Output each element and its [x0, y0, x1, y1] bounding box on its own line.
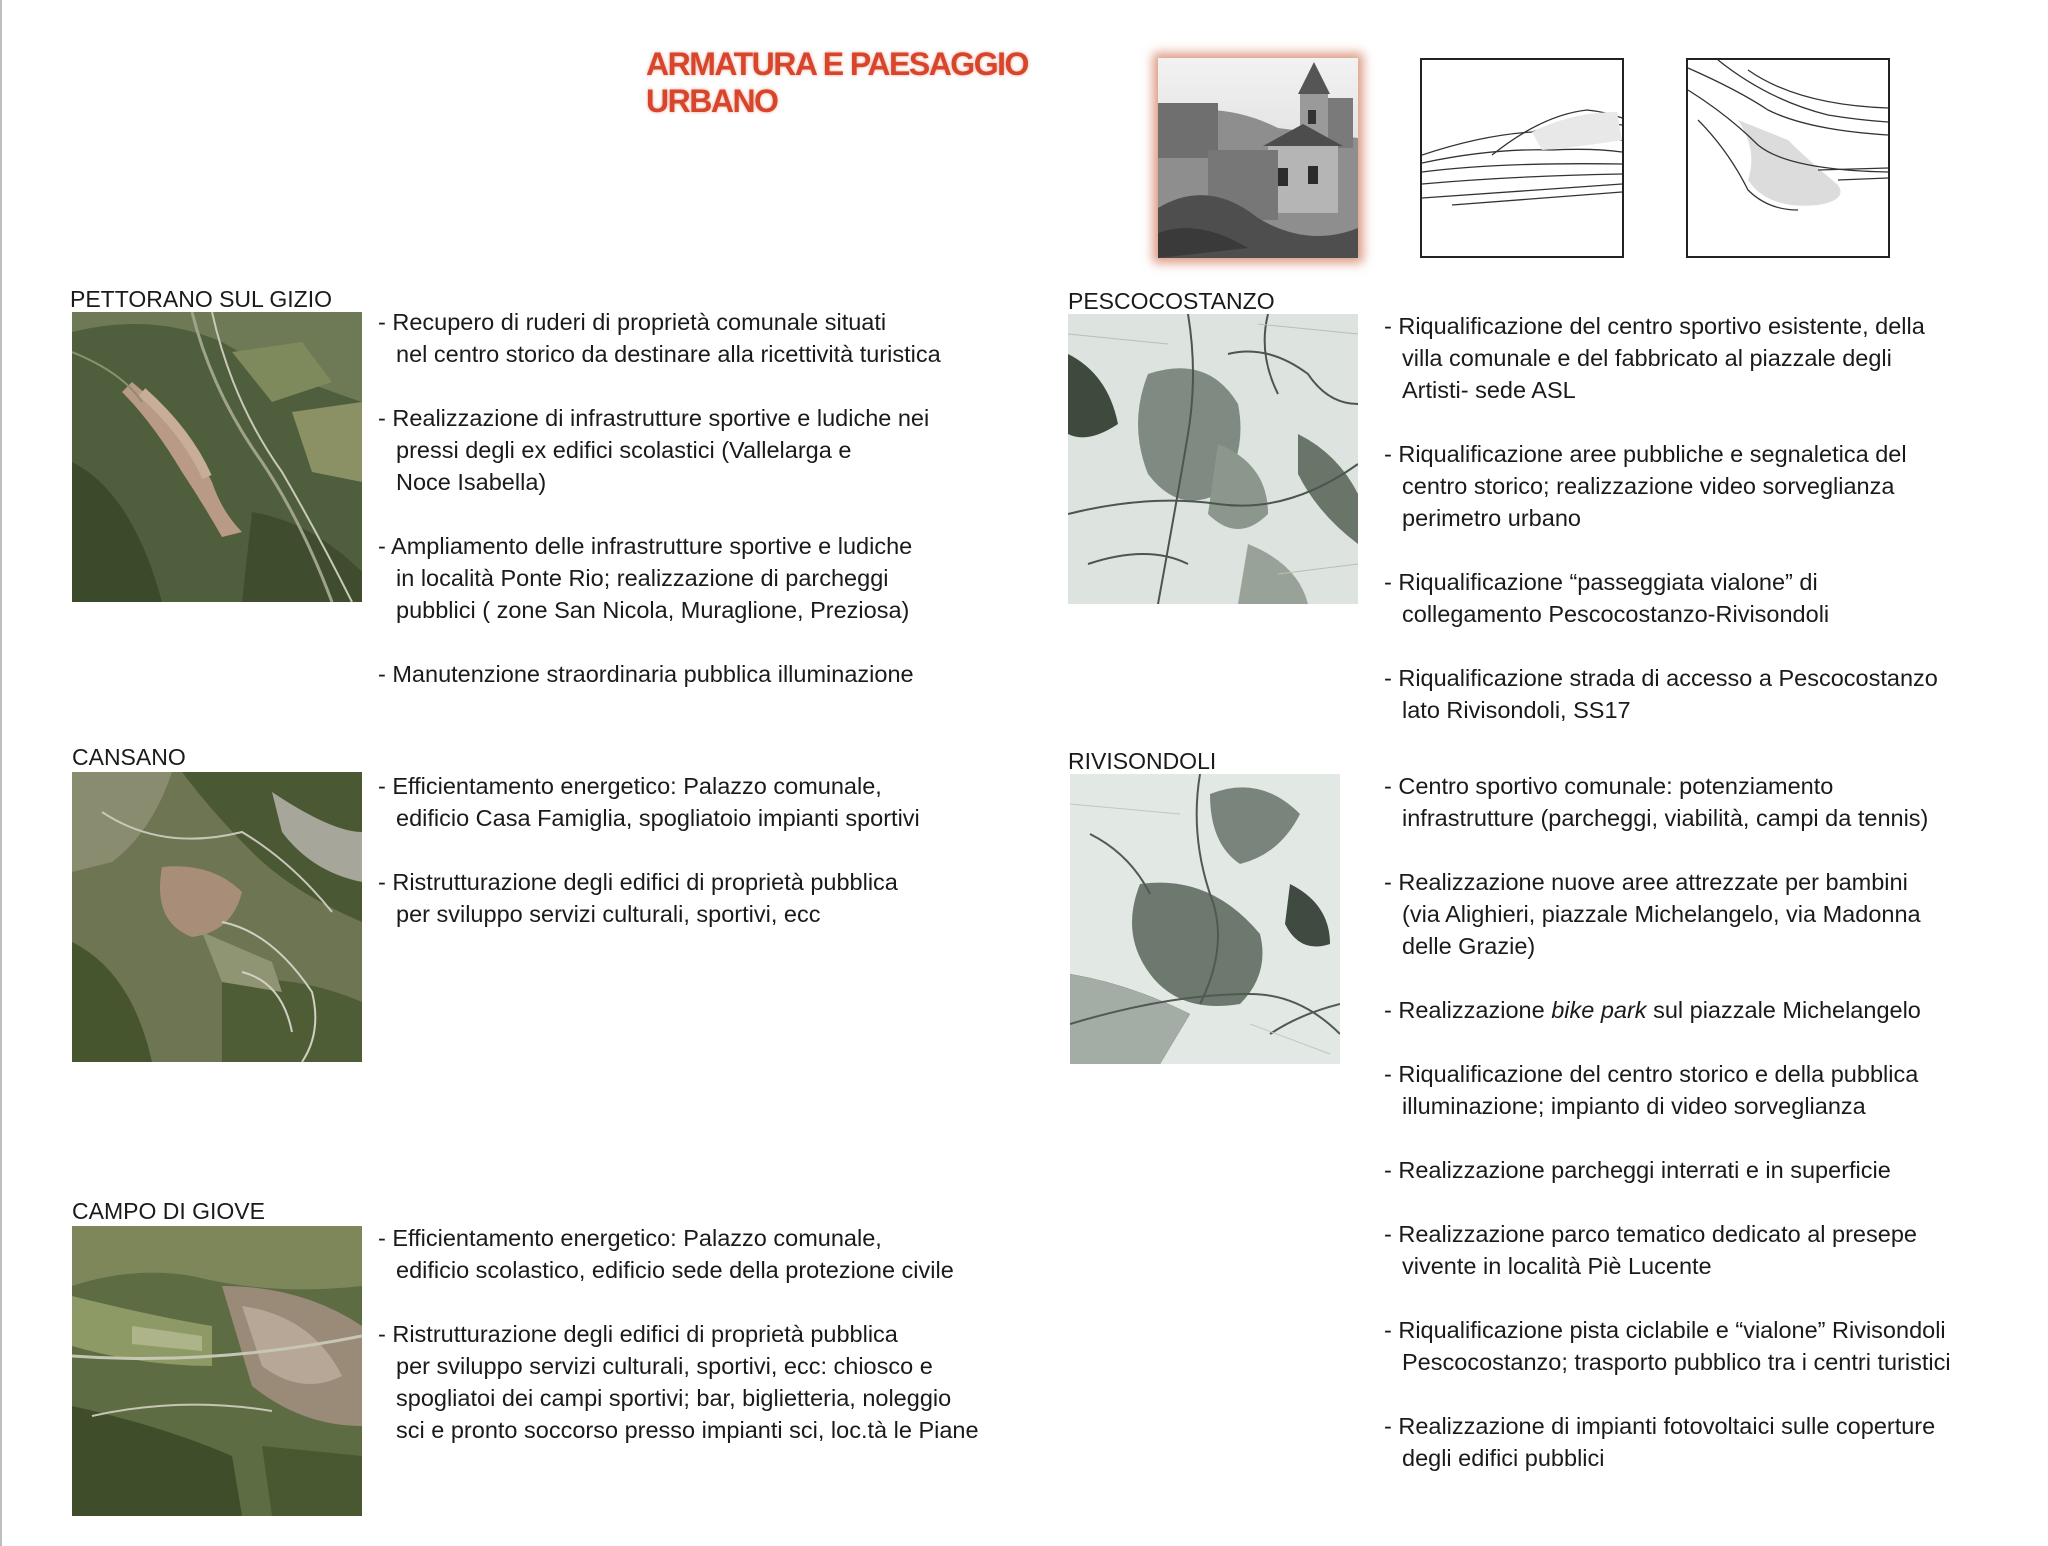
list-item: - Riqualificazione “passeggiata vialone” di collegamento Pescocostanzo-Rivisondoli: [1384, 569, 1830, 627]
list-item: - Ristrutturazione degli edifici di proprietà pubblica per sviluppo servizi culturali, sportivi, ecc: chiosco e spogliatoi dei campi sportivi; bar, biglietteria, noleggio sci e pronto soccorso presso impianti sci, loc.tà le Piane: [378, 1321, 979, 1443]
list-item: - Realizzazione nuove aree attrezzate per bambini (via Alighieri, piazzale Michelangelo, via Madonna delle Grazie): [1384, 869, 1921, 959]
bike-park-emphasis: bike park: [1551, 997, 1647, 1023]
church-village-photo: [1158, 58, 1358, 258]
town-name-campo-di-giove: CAMPO DI GIOVE: [72, 1198, 265, 1224]
aerial-map-cansano: [72, 772, 362, 1062]
page-title: ARMATURA E PAESAGGIO URBANO: [646, 46, 1028, 119]
town-name-rivisondoli: RIVISONDOLI: [1068, 748, 1217, 774]
pescocostanzo-project-list: [1384, 310, 2024, 726]
campo-di-giove-project-list: [378, 1222, 1058, 1446]
list-item-bike-park: - Realizzazione bike park sul piazzale Michelangelo: [1384, 997, 1921, 1023]
landscape-sketch-2: [1686, 58, 1890, 258]
landscape-sketch-1: [1420, 58, 1624, 258]
aerial-map-pettorano: [72, 312, 362, 602]
pettorano-project-list: [378, 306, 1018, 690]
aerial-map-campo-di-giove: [72, 1226, 362, 1516]
list-item: - Centro sportivo comunale: potenziamento infrastrutture (parcheggi, viabilità, campi da tennis): [1384, 773, 1929, 831]
list-item: - Recupero di ruderi di proprietà comunale situati nel centro storico da destinare alla ricettività turistica: [378, 309, 941, 367]
list-item: - Efficientamento energetico: Palazzo comunale, edificio Casa Famiglia, spogliatoio impianti sportivi: [378, 773, 920, 831]
town-name-pescocostanzo: PESCOCOSTANZO: [1068, 288, 1275, 314]
list-item: - Riqualificazione strada di accesso a Pescocostanzo lato Rivisondoli, SS17: [1384, 665, 1938, 723]
cansano-project-list: [378, 770, 1018, 930]
town-name-cansano: CANSANO: [72, 744, 186, 770]
list-item: - Efficientamento energetico: Palazzo comunale, edificio scolastico, edificio sede della protezione civile: [378, 1225, 954, 1283]
aerial-map-pescocostanzo: [1068, 314, 1358, 604]
list-item: - Realizzazione di infrastrutture sportive e ludiche nei pressi degli ex edifici scolastici (Vallelarga e Noce Isabella): [378, 405, 930, 495]
list-item: - Realizzazione di impianti fotovoltaici sulle coperture degli edifici pubblici: [1384, 1413, 1936, 1471]
aerial-map-rivisondoli: [1070, 774, 1360, 1064]
list-item: - Realizzazione parco tematico dedicato al presepe vivente in località Piè Lucente: [1384, 1221, 1917, 1279]
list-item: - Riqualificazione del centro sportivo esistente, della villa comunale e del fabbricato al piazzale degli Artisti- sede ASL: [1384, 313, 1925, 403]
rivisondoli-project-list: [1384, 770, 2024, 1474]
page-left-border: [0, 0, 2, 1546]
list-item: - Ristrutturazione degli edifici di proprietà pubblica per sviluppo servizi culturali, sportivi, ecc: [378, 869, 898, 927]
list-item: - Ampliamento delle infrastrutture sportive e ludiche in località Ponte Rio; realizzazione di parcheggi pubblici ( zone San Nicola, Muraglione, Preziosa): [378, 533, 913, 623]
list-item: - Manutenzione straordinaria pubblica illuminazione: [378, 661, 914, 687]
list-item: - Riqualificazione del centro storico e della pubblica illuminazione; impianto di video sorveglianza: [1384, 1061, 1919, 1119]
town-name-pettorano: PETTORANO SUL GIZIO: [70, 286, 332, 312]
list-item: - Riqualificazione pista ciclabile e “vialone” Rivisondoli Pescocostanzo; trasporto pubblico tra i centri turistici: [1384, 1317, 1951, 1375]
list-item: - Riqualificazione aree pubbliche e segnaletica del centro storico; realizzazione video sorveglianza perimetro urbano: [1384, 441, 1907, 531]
list-item: - Realizzazione parcheggi interrati e in superficie: [1384, 1157, 1891, 1183]
